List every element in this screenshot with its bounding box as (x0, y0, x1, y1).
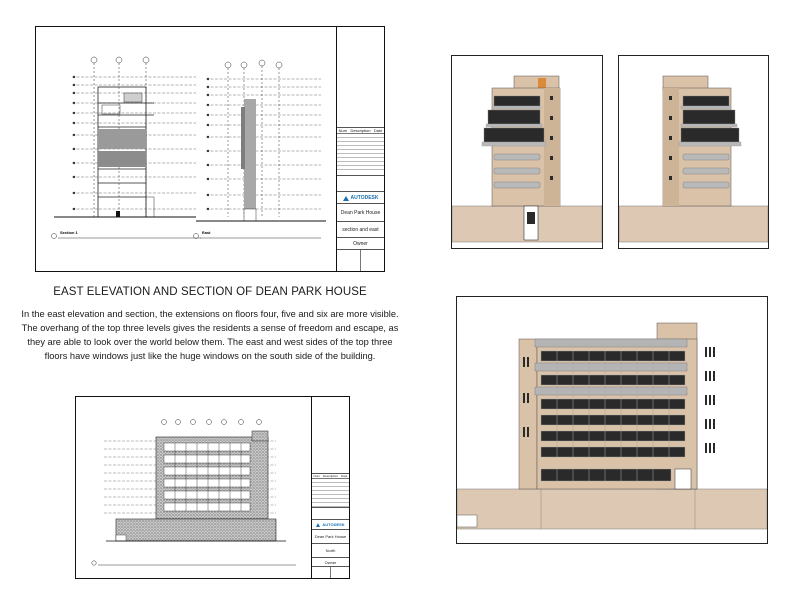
render-south-elevation (452, 56, 602, 248)
drawing-sheet-section-east (35, 26, 385, 272)
render-frame-north (456, 296, 768, 544)
sheet-title-north: North (312, 543, 349, 557)
author-north: Owner (312, 557, 349, 566)
sheet-drawing-area (36, 27, 336, 271)
render-frame-side (618, 55, 769, 249)
description-paragraph: In the east elevation and section, the extensions on floors four, five and six are more visible. The overhang of the top three levels gives the residents a sense of freedom and escape, as they are able to look over the world below them. The east and west sides of the top three floors have windows just like the huge windows on the south side of the building. (21, 309, 399, 361)
schedule-col-date: Date (373, 128, 383, 133)
north-elevation-drawing (76, 397, 311, 578)
autodesk-wordmark: AUTODESK (350, 195, 379, 201)
drawing-sheet-north (75, 396, 350, 579)
schedule-col-description: Description (350, 128, 371, 133)
schedule-col-description-north: Description (322, 474, 338, 478)
autodesk-a-icon (343, 196, 349, 201)
view-label-east: East (202, 230, 211, 235)
page-heading: EAST ELEVATION AND SECTION OF DEAN PARK HOUSE (53, 286, 367, 298)
render-side-elevation (619, 56, 768, 248)
autodesk-logo-north (312, 522, 349, 527)
section-view (54, 57, 196, 217)
render-frame-south-side (451, 55, 603, 249)
author: Owner (337, 237, 384, 249)
schedule-col-num-north: Num (313, 474, 320, 478)
autodesk-wordmark-north: AUTODESK (322, 522, 345, 527)
schedule-col-num: Num (338, 128, 348, 133)
project-name-north: Dean Park House (312, 529, 349, 543)
project-name: Dean Park House (337, 203, 384, 221)
autodesk-logo (337, 195, 384, 201)
render-north-elevation (457, 297, 767, 543)
autodesk-a-icon (316, 523, 320, 527)
title-block-north (311, 397, 349, 578)
schedule-col-date-north: Date (341, 474, 348, 478)
sheet-title: section and east (337, 221, 384, 237)
east-view (196, 60, 326, 221)
view-label-section: Section 1 (60, 230, 78, 235)
title-block (336, 27, 384, 271)
